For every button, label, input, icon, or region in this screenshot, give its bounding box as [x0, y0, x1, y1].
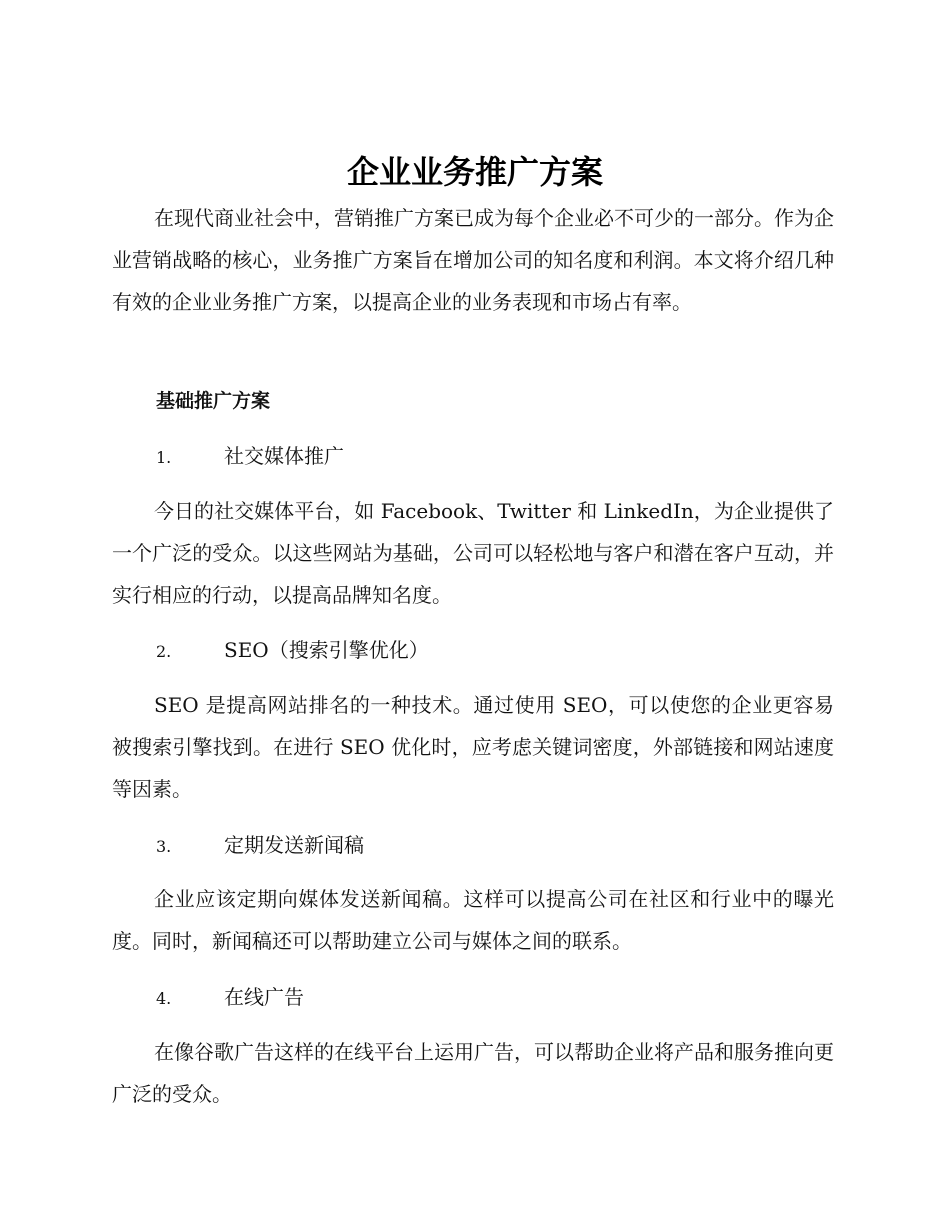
list-item-number: 4.: [156, 989, 172, 1008]
list-item-heading: [156, 982, 304, 1014]
list-item-label: 在线广告: [224, 985, 304, 1009]
intro-paragraph: 在现代商业社会中，营销推广方案已成为每个企业必不可少的一部分。作为企业营销战略的核心，业务推广方案旨在增加公司的知名度和利润。本文将介绍几种有效的企业业务推广方案，以提高企业的业务表现和市场占有率。: [112, 206, 834, 314]
list-item-body: 今日的社交媒体平台，如 Facebook、Twitter 和 LinkedIn，为企业提供了一个广泛的受众。以这些网站为基础，公司可以轻松地与客户和潜在客户互动，并实行相应的行动，以提高品牌知名度。: [112, 499, 834, 607]
list-item-label: SEO（搜索引擎优化）: [224, 638, 429, 662]
list-item-heading: [156, 830, 364, 862]
list-item-number: 1.: [156, 448, 172, 467]
list-item-label: 定期发送新闻稿: [224, 833, 364, 857]
section-heading: 基础推广方案: [156, 390, 271, 412]
document-title: 企业业务推广方案: [346, 153, 603, 191]
list-item-number: 2.: [156, 642, 172, 661]
list-item-number: 3.: [156, 837, 172, 856]
list-item-heading: [156, 635, 429, 667]
list-item-label: 社交媒体推广: [224, 444, 344, 468]
list-item-body: SEO 是提高网站排名的一种技术。通过使用 SEO，可以使您的企业更容易被搜索引擎找到。在进行 SEO 优化时，应考虑关键词密度，外部链接和网站速度等因素。: [112, 693, 834, 801]
list-item-body: 企业应该定期向媒体发送新闻稿。这样可以提高公司在社区和行业中的曝光度。同时，新闻稿还可以帮助建立公司与媒体之间的联系。: [112, 887, 834, 953]
list-item-heading: [156, 441, 344, 473]
list-item-body: 在像谷歌广告这样的在线平台上运用广告，可以帮助企业将产品和服务推向更广泛的受众。: [112, 1040, 834, 1106]
